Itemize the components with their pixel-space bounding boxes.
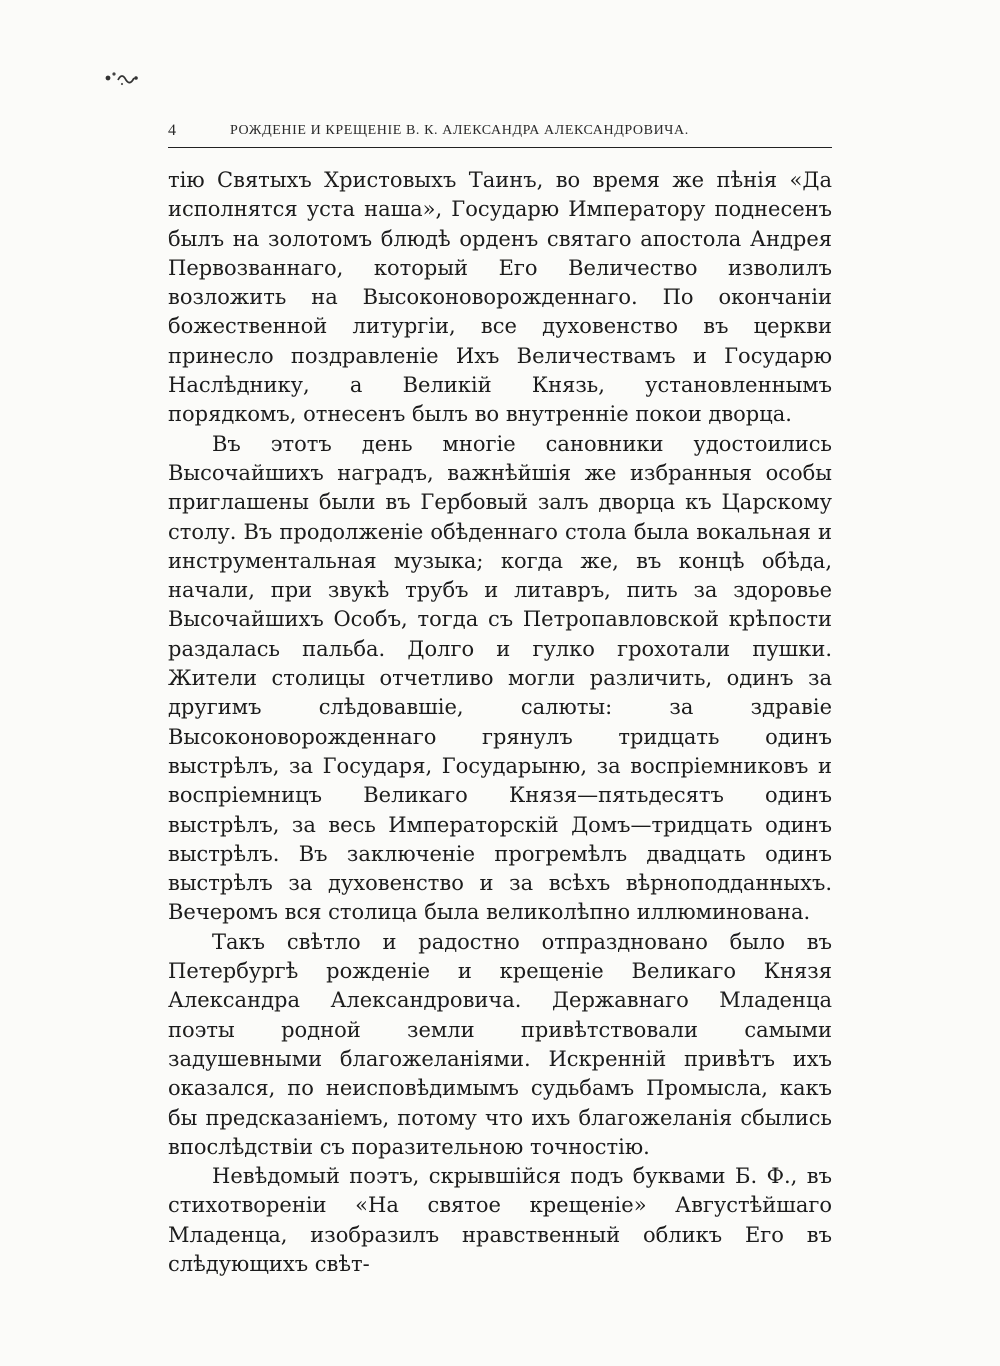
paragraph-poets: Такъ свѣтло и радостно отпраздновано было въ Петербургѣ рожденіе и крещеніе Великаго Князя Александра Александровича. Державнаго Младенца поэты родной земли привѣтствовали самыми задушевными благожеланіями. Искренній привѣтъ ихъ оказался, по неисповѣдимымъ судьбамъ Промысла, какъ бы предсказаніемъ, потому что ихъ благожеланія сбылись впослѣдствіи съ поразительною точностію. bbox=[168, 929, 832, 1159]
paragraph-celebration: Въ этотъ день многіе сановники удостоились Высочайшихъ наградъ, важнѣйшія же избранныя особы приглашены были въ Гербовый залъ дворца къ Царскому столу. Въ продолженіе обѣденнаго стола была вокальная и инструментальная музыка; когда же, въ концѣ обѣда, начали, при звукѣ трубъ и литавръ, пить за здоровье Высочайшихъ Особъ, тогда съ Петропавловской крѣпости раздалась пальба. Долго и гулко грохотали пушки. Жители столицы отчетливо могли различить, одинъ за другимъ слѣдовавшіе, салюты: за здравіе Высоконоворожденнаго грянулъ тридцать одинъ выстрѣлъ, за Государя, Государыню, за воспріемниковъ и воспріемницъ Великаго Князя—пятьдесятъ одинъ выстрѣлъ, за весь Императорскій Домъ—тридцать одинъ выстрѣлъ. Въ заключеніе прогремѣлъ двадцать одинъ выстрѣлъ за духовенство и за всѣхъ вѣрноподданныхъ. Вечеромъ вся столица была великолѣпно иллюминована. bbox=[168, 431, 832, 925]
printer-ornament-icon bbox=[100, 66, 140, 88]
paragraph-unknown-poet: Невѣдомый поэтъ, скрывшійся подъ буквами Б. Ф., въ стихотвореніи «На святое крещеніе» Августѣйшаго Младенца, изобразилъ нравственный обликъ Его въ слѣдующихъ свѣт- bbox=[168, 1164, 832, 1276]
page-number: 4 bbox=[168, 122, 177, 139]
header-rule bbox=[168, 147, 832, 148]
page-header bbox=[168, 118, 832, 142]
running-title: РОЖДЕНІЕ И КРЕЩЕНІЕ В. К. АЛЕКСАНДРА АЛЕКСАНДРОВИЧА. bbox=[230, 123, 689, 138]
paragraph-continuation: тію Святыхъ Христовыхъ Таинъ, во время же пѣнія «Да исполнятся уста наша», Государю Императору поднесенъ былъ на золотомъ блюдѣ орденъ святаго апостола Андрея Первозваннаго, который Его Величество изволилъ возложить на Высоконоворожденнаго. По окончаніи божественной литургіи, все духовенство въ церкви принесло поздравленіе Ихъ Величествамъ и Государю Наслѣднику, а Великій Князь, установленнымъ порядкомъ, отнесенъ былъ во внутренніе покои дворца. bbox=[168, 168, 832, 427]
body-text bbox=[168, 166, 832, 1279]
